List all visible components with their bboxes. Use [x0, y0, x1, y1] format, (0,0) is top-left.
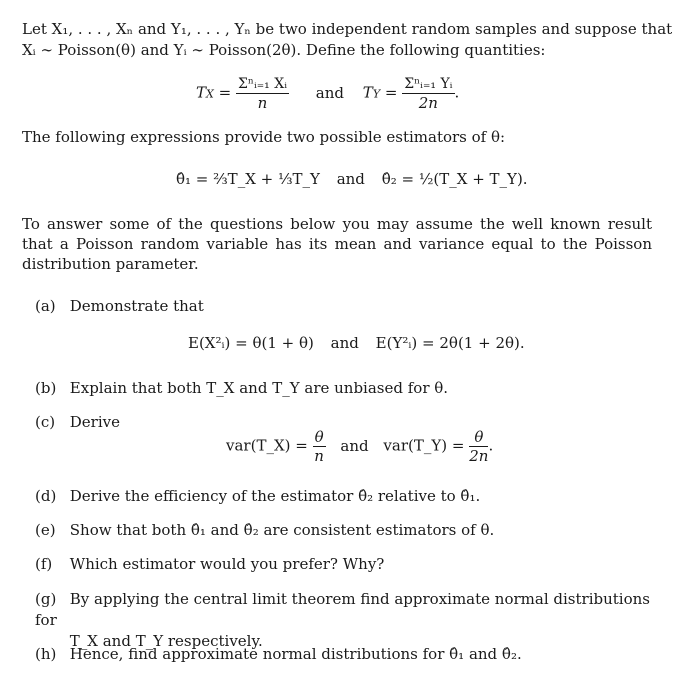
ty-subscript: Y — [372, 87, 381, 101]
ty-symbol: T — [362, 83, 373, 102]
question-a-equation — [188, 334, 525, 352]
question-g-text-1: By applying the central limit theorem find approximate normal distributions for — [35, 590, 650, 629]
estimator-1: θ̂₁ = ⅔T_X + ⅓T_Y — [176, 170, 320, 188]
question-d — [35, 486, 650, 507]
intro-line-1: Let X₁, . . . , Xₙ and Y₁, . . . , Yₙ be two independent random samples and suppose that — [22, 20, 673, 38]
question-a-and: and — [330, 334, 359, 352]
tx-subscript: X — [206, 87, 214, 101]
definition-equation: TX = $\frac{\text{Σⁿᵢ₌₁ Xᵢ}}{n}$ and TY = $\frac{\text{Σⁿᵢ₌₁ Yᵢ}}{2n}$ . — [196, 76, 460, 112]
var-tx: var(T_X) = — [226, 436, 308, 455]
intro-line-2: Xᵢ ∼ Poisson(θ) and Yᵢ ∼ Poisson(2θ). Define the following quantities: — [22, 41, 546, 59]
question-f-label: (f) — [35, 555, 53, 573]
var-ty-numerator: θ — [469, 428, 488, 447]
question-h-label: (h) — [35, 645, 57, 663]
question-b-label: (b) — [35, 379, 57, 397]
ex-squared: E(X²ᵢ) = θ(1 + θ) — [188, 334, 314, 352]
assumption-paragraph: To answer some of the questions below you may assume the well known result that a Poisson random variable has its mean and variance equal to the Poisson distribution parameter. — [22, 215, 652, 273]
estimators-equation — [176, 170, 528, 188]
question-c-text: Derive — [69, 413, 121, 431]
ey-squared: E(Y²ᵢ) = 2θ(1 + 2θ). — [375, 334, 525, 352]
question-f — [35, 554, 650, 575]
ty-denominator: 2n — [418, 94, 438, 112]
question-c-equation: var(T_X) = $\frac{\theta}{n}$ and var(T_Y) = $\frac{\theta}{2n}$ . — [226, 428, 494, 465]
question-d-text: Derive the efficiency of the estimator θ̂₂ relative to θ̂₁. — [69, 487, 481, 505]
estimator-2: θ̂₂ = ½(T_X + T_Y). — [381, 170, 528, 188]
var-ty-denominator: 2n — [469, 447, 489, 465]
tx-numerator: Σⁿᵢ₌₁ Xᵢ — [238, 76, 288, 92]
question-d-label: (d) — [35, 487, 57, 505]
question-b-text: Explain that both T_X and T_Y are unbiased for θ. — [69, 379, 449, 397]
question-g — [35, 589, 650, 652]
tx-denominator: n — [257, 94, 268, 112]
question-f-text: Which estimator would you prefer? Why? — [69, 555, 385, 573]
question-g-text-2: T_X and T_Y respectively. — [69, 632, 263, 650]
question-e-text: Show that both θ̂₁ and θ̂₂ are consistent estimators of θ. — [69, 521, 495, 539]
question-a-text: Demonstrate that — [69, 297, 204, 315]
question-e — [35, 520, 650, 541]
estimators-intro: The following expressions provide two possible estimators of θ: — [22, 128, 506, 146]
ty-numerator: Σⁿᵢ₌₁ Yᵢ — [404, 76, 453, 92]
question-g-label: (g) — [35, 590, 57, 608]
var-ty-fraction — [469, 428, 488, 465]
var-tx-numerator: θ — [314, 428, 324, 446]
estimators-and: and — [336, 170, 365, 188]
question-c-label: (c) — [35, 413, 56, 431]
question-h-text: Hence, find approximate normal distributions for θ̂₁ and θ̂₂. — [69, 645, 522, 663]
def-and: and — [315, 83, 345, 102]
question-a-label: (a) — [35, 297, 56, 315]
ty-fraction — [402, 75, 454, 112]
var-ty: var(T_Y) = — [383, 436, 465, 455]
question-h — [35, 644, 650, 665]
var-tx-denominator: n — [314, 447, 324, 465]
question-c-and: and — [340, 436, 369, 455]
tx-fraction — [236, 75, 289, 112]
question-b — [35, 378, 650, 399]
question-a — [35, 296, 650, 317]
var-tx-fraction — [313, 428, 326, 465]
tx-symbol: T — [196, 83, 207, 102]
question-e-label: (e) — [35, 521, 56, 539]
